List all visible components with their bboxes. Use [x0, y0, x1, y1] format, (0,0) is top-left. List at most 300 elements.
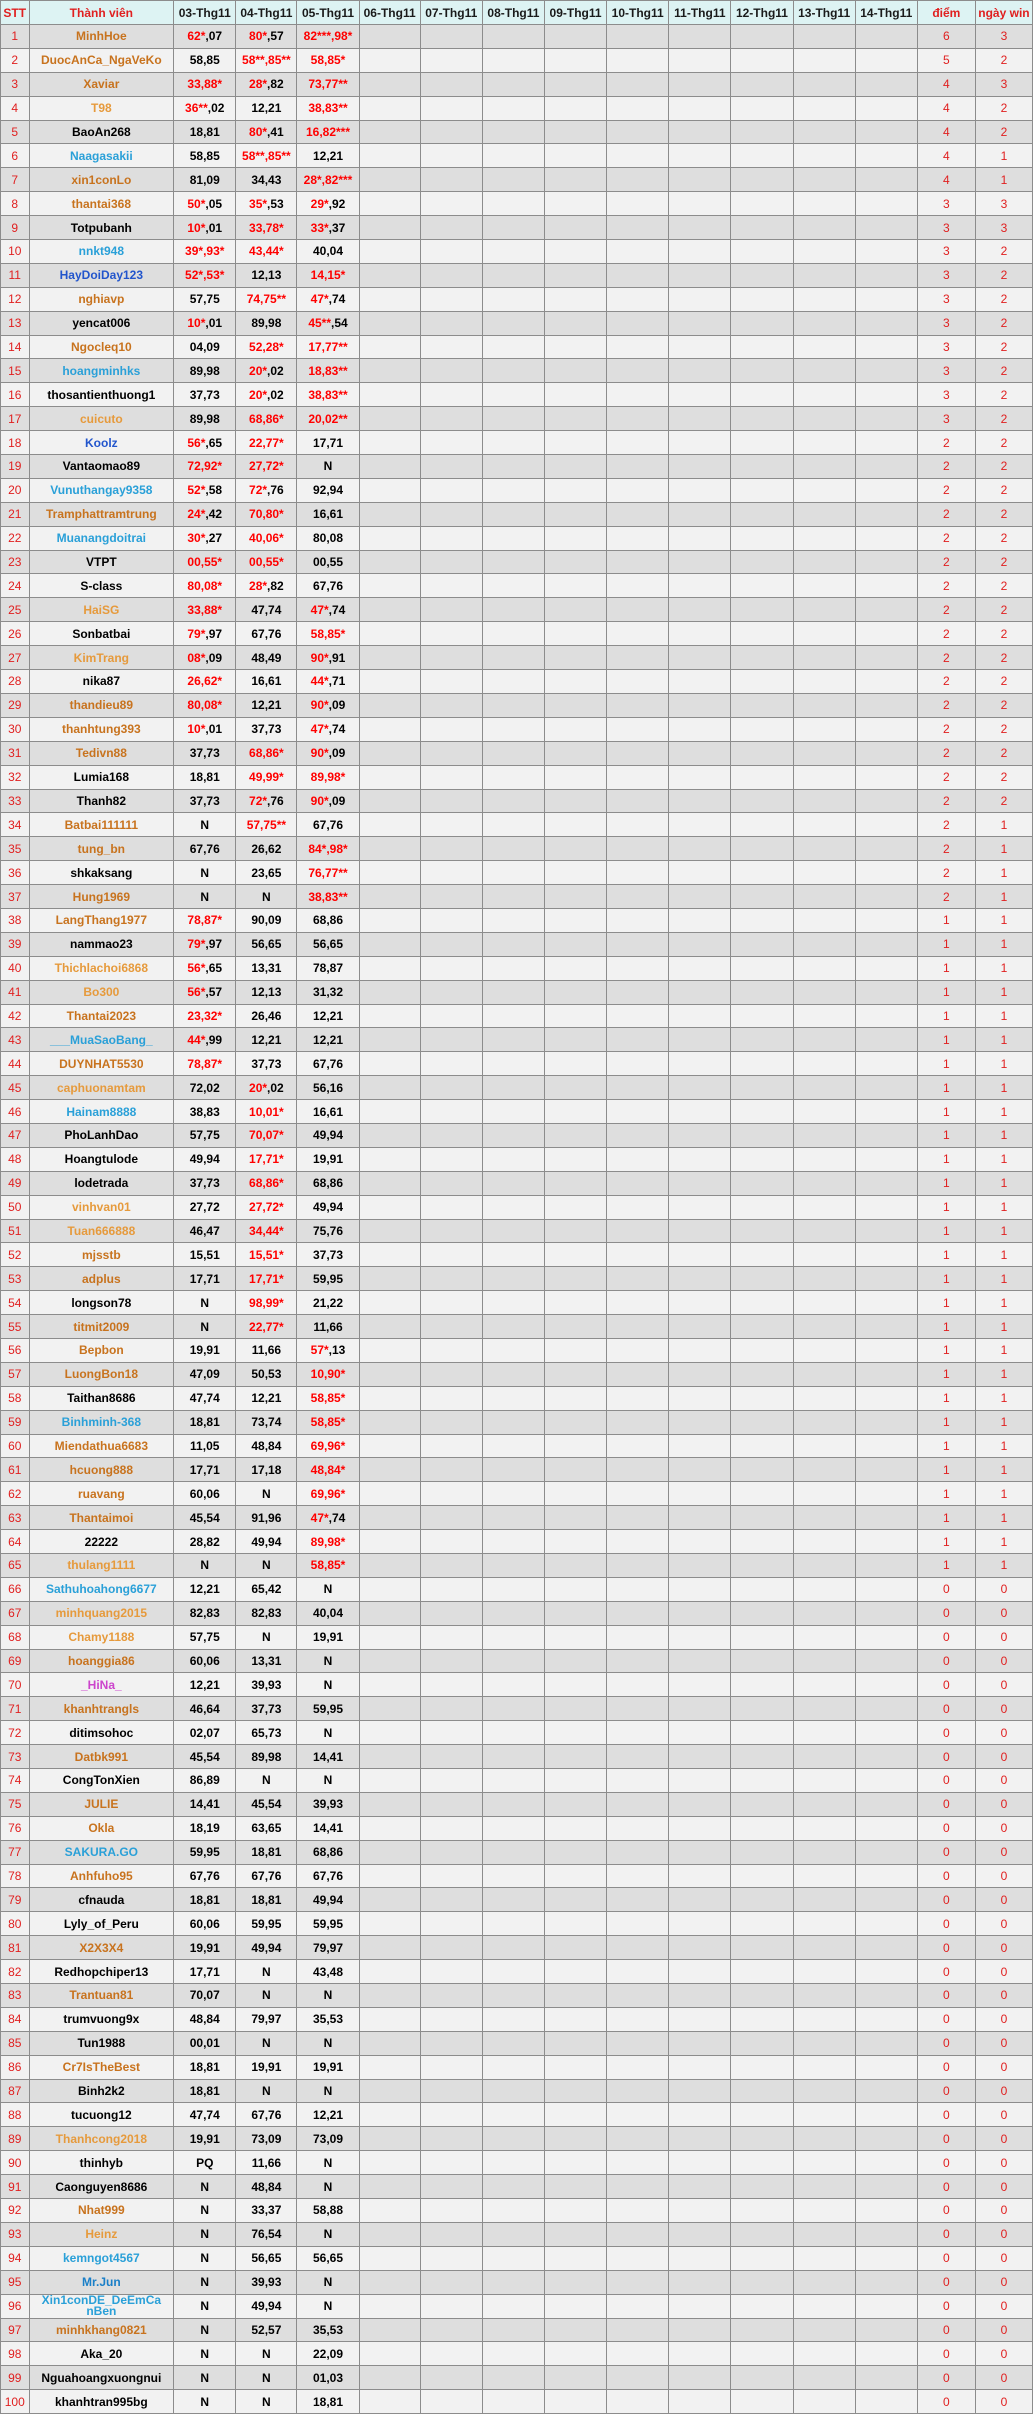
row-points: 0	[917, 2055, 975, 2079]
day-cell-empty	[482, 455, 544, 479]
day-cell	[236, 622, 297, 646]
day-cell-empty	[855, 1984, 917, 2008]
member-name[interactable]: Trantuan81	[29, 1984, 174, 2008]
day-cell	[236, 2294, 297, 2318]
member-name[interactable]: xin1conLo	[29, 168, 174, 192]
day-cell-empty	[544, 431, 606, 455]
day-value: N	[323, 1677, 333, 1692]
member-name[interactable]: ___MuaSaoBang_	[29, 1028, 174, 1052]
day-cell-empty	[669, 2103, 731, 2127]
member-name[interactable]: Taithan8686	[29, 1386, 174, 1410]
member-name[interactable]: nnkt948	[29, 240, 174, 264]
day-cell-empty	[855, 1052, 917, 1076]
member-name[interactable]: Thantai2023	[29, 1004, 174, 1028]
member-name[interactable]: DUYNHAT5530	[29, 1052, 174, 1076]
table-row	[1, 1745, 1033, 1769]
day-cell	[174, 1960, 236, 1984]
row-win-days: 0	[975, 1936, 1032, 1960]
day-miss: ,09	[328, 698, 346, 713]
day-cell-empty	[855, 2127, 917, 2151]
member-name[interactable]: thantai368	[29, 192, 174, 216]
day-value: N	[262, 1630, 271, 1645]
day-cell-empty	[482, 1147, 544, 1171]
day-hit: 17,71*	[249, 1152, 284, 1167]
member-name[interactable]: Bo300	[29, 980, 174, 1004]
row-points: 1	[917, 1147, 975, 1171]
table-row	[1, 2127, 1033, 2151]
day-cell-empty	[793, 287, 855, 311]
member-name[interactable]: Xaviar	[29, 72, 174, 96]
day-cell-empty	[420, 1171, 482, 1195]
day-cell-empty	[731, 478, 793, 502]
member-name[interactable]: nika87	[29, 670, 174, 694]
day-cell	[236, 263, 297, 287]
day-cell	[174, 1315, 236, 1339]
day-cell-empty	[731, 2199, 793, 2223]
member-name[interactable]: Tuan666888	[29, 1219, 174, 1243]
day-cell-empty	[669, 1195, 731, 1219]
day-value: 37,73	[189, 793, 220, 808]
day-cell-empty	[359, 526, 420, 550]
day-cell	[174, 526, 236, 550]
row-win-days: 2	[975, 741, 1032, 765]
day-cell-empty	[731, 120, 793, 144]
table-row	[1, 1171, 1033, 1195]
table-row	[1, 72, 1033, 96]
table-row	[1, 1792, 1033, 1816]
day-cell-empty	[544, 1243, 606, 1267]
member-name[interactable]: Vantaomao89	[29, 455, 174, 479]
day-cell	[236, 1004, 297, 1028]
day-hit: 47*	[310, 602, 329, 617]
member-name[interactable]: Koolz	[29, 431, 174, 455]
member-name[interactable]: HayDoiDay123	[29, 263, 174, 287]
member-name[interactable]: Tedivn88	[29, 741, 174, 765]
row-points: 1	[917, 1315, 975, 1339]
day-cell-empty	[669, 1482, 731, 1506]
day-cell-empty	[669, 1530, 731, 1554]
day-cell-empty	[482, 359, 544, 383]
member-name[interactable]: Thantaimoi	[29, 1506, 174, 1530]
member-name[interactable]: khanhtran995bg	[29, 2390, 174, 2414]
member-name[interactable]: Hainam8888	[29, 1100, 174, 1124]
member-name[interactable]: Thichlachoi6868	[29, 956, 174, 980]
day-cell-empty	[607, 717, 669, 741]
day-cell-empty	[669, 1243, 731, 1267]
day-cell	[297, 1697, 359, 1721]
day-cell-empty	[793, 1936, 855, 1960]
member-name[interactable]: longson78	[29, 1291, 174, 1315]
member-name[interactable]: Hoangtulode	[29, 1147, 174, 1171]
member-name[interactable]: LangThang1977	[29, 908, 174, 932]
member-name[interactable]: tucuong12	[29, 2103, 174, 2127]
member-name[interactable]: minhquang2015	[29, 1601, 174, 1625]
day-cell-empty	[793, 2366, 855, 2390]
member-name[interactable]: vinhvan01	[29, 1195, 174, 1219]
day-cell-empty	[359, 837, 420, 861]
row-points: 1	[917, 980, 975, 1004]
row-stt: 100	[1, 2390, 30, 2414]
day-value: 80,08	[312, 531, 344, 546]
member-name[interactable]: Thanh82	[29, 789, 174, 813]
member-name[interactable]: Ngocleq10	[29, 335, 174, 359]
member-name[interactable]: S-class	[29, 574, 174, 598]
day-cell-empty	[359, 574, 420, 598]
day-cell-empty	[482, 1625, 544, 1649]
day-cell-empty	[482, 1840, 544, 1864]
day-cell	[236, 1482, 297, 1506]
member-name[interactable]: Sathuhoahong6677	[29, 1577, 174, 1601]
day-cell	[174, 263, 236, 287]
day-cell-empty	[669, 1506, 731, 1530]
day-cell-empty	[607, 335, 669, 359]
row-points: 0	[917, 1601, 975, 1625]
day-cell-empty	[544, 120, 606, 144]
member-name[interactable]: HaiSG	[29, 598, 174, 622]
row-stt: 15	[1, 359, 30, 383]
member-name[interactable]: Xin1conDE_DeEmCa nBen	[29, 2294, 174, 2318]
day-cell	[174, 717, 236, 741]
member-name[interactable]: Miendathua6683	[29, 1434, 174, 1458]
day-cell	[174, 1745, 236, 1769]
day-cell-empty	[669, 2246, 731, 2270]
member-name[interactable]: hoanggia86	[29, 1649, 174, 1673]
day-cell-empty	[669, 837, 731, 861]
day-hit: 16,82***	[305, 125, 351, 139]
day-cell	[174, 1792, 236, 1816]
day-cell-empty	[482, 1123, 544, 1147]
member-name[interactable]: PhoLanhDao	[29, 1123, 174, 1147]
day-cell-empty	[544, 1530, 606, 1554]
day-miss: ,74	[328, 1510, 346, 1525]
day-cell-empty	[544, 1888, 606, 1912]
member-name[interactable]: thosantienthuong1	[29, 383, 174, 407]
table-row	[1, 2342, 1033, 2366]
day-miss: ,82	[267, 578, 284, 593]
day-value: 58,85	[189, 53, 220, 68]
day-cell-empty	[731, 2031, 793, 2055]
day-cell-empty	[731, 813, 793, 837]
member-name[interactable]: BaoAn268	[29, 120, 174, 144]
row-win-days: 0	[975, 1984, 1032, 2008]
day-cell	[297, 1840, 359, 1864]
day-cell-empty	[731, 2103, 793, 2127]
row-win-days: 1	[975, 1195, 1032, 1219]
day-cell-empty	[793, 2222, 855, 2246]
day-cell-empty	[359, 2007, 420, 2031]
day-cell-empty	[731, 1028, 793, 1052]
day-cell-empty	[420, 622, 482, 646]
row-win-days: 1	[975, 1076, 1032, 1100]
member-name[interactable]: yencat006	[29, 311, 174, 335]
member-name[interactable]: Heinz	[29, 2222, 174, 2246]
member-name[interactable]: kemngot4567	[29, 2246, 174, 2270]
day-cell-empty	[544, 1147, 606, 1171]
row-stt: 59	[1, 1410, 30, 1434]
day-value: 40,04	[312, 244, 344, 259]
day-cell-empty	[669, 240, 731, 264]
member-name[interactable]: Redhopchiper13	[29, 1960, 174, 1984]
member-name[interactable]: titmit2009	[29, 1315, 174, 1339]
day-cell-empty	[359, 144, 420, 168]
member-name[interactable]: Naagasakii	[29, 144, 174, 168]
member-name[interactable]: ruavang	[29, 1482, 174, 1506]
member-name[interactable]: Vunuthangay9358	[29, 478, 174, 502]
day-cell-empty	[793, 2318, 855, 2342]
row-win-days: 0	[975, 2175, 1032, 2199]
member-name[interactable]: minhkhang0821	[29, 2318, 174, 2342]
day-cell-empty	[793, 1052, 855, 1076]
row-points: 0	[917, 1864, 975, 1888]
day-value: 43,48	[312, 1964, 344, 1979]
day-cell-empty	[793, 1362, 855, 1386]
day-cell-empty	[855, 2366, 917, 2390]
day-cell-empty	[544, 72, 606, 96]
day-cell	[297, 956, 359, 980]
day-cell-empty	[793, 1697, 855, 1721]
member-name[interactable]: VTPT	[29, 550, 174, 574]
day-cell-empty	[607, 1960, 669, 1984]
member-name[interactable]: trumvuong9x	[29, 2007, 174, 2031]
day-cell	[297, 192, 359, 216]
day-cell-empty	[359, 622, 420, 646]
day-hit: 36**	[185, 101, 208, 116]
day-value: 59,95	[312, 1701, 344, 1716]
row-stt: 97	[1, 2318, 30, 2342]
member-name[interactable]: Bepbon	[29, 1338, 174, 1362]
member-name[interactable]: thinhyb	[29, 2151, 174, 2175]
day-cell-empty	[420, 2127, 482, 2151]
day-value: 17,71	[189, 1271, 220, 1286]
member-name[interactable]: Lumia168	[29, 765, 174, 789]
member-name[interactable]: hcuong888	[29, 1458, 174, 1482]
member-name[interactable]: nammao23	[29, 932, 174, 956]
day-value: 26,62	[251, 841, 282, 856]
member-name[interactable]: lodetrada	[29, 1171, 174, 1195]
member-name[interactable]: Lyly_of_Peru	[29, 1912, 174, 1936]
member-name[interactable]: cuicuto	[29, 407, 174, 431]
member-name[interactable]: hoangminhks	[29, 359, 174, 383]
day-cell-empty	[359, 1888, 420, 1912]
day-cell-empty	[855, 2151, 917, 2175]
member-name[interactable]: T98	[29, 96, 174, 120]
day-cell-empty	[482, 574, 544, 598]
member-name[interactable]: Thanhcong2018	[29, 2127, 174, 2151]
row-points: 1	[917, 1506, 975, 1530]
day-hit: 47*	[310, 292, 329, 307]
day-value: 91,96	[251, 1510, 282, 1525]
member-name[interactable]: MinhHoe	[29, 25, 174, 49]
day-cell-empty	[607, 2199, 669, 2223]
member-name[interactable]: Muanangdoitrai	[29, 526, 174, 550]
table-row	[1, 144, 1033, 168]
row-stt: 70	[1, 1673, 30, 1697]
row-win-days: 2	[975, 263, 1032, 287]
day-cell-empty	[544, 192, 606, 216]
member-name[interactable]: mjsstb	[29, 1243, 174, 1267]
day-cell-empty	[669, 1386, 731, 1410]
day-cell-empty	[607, 2103, 669, 2127]
day-hit: 00,55*	[249, 555, 284, 570]
day-cell-empty	[669, 1864, 731, 1888]
day-cell	[174, 2222, 236, 2246]
row-win-days: 1	[975, 1506, 1032, 1530]
day-cell-empty	[607, 1434, 669, 1458]
day-hit: 33,78*	[249, 220, 284, 235]
member-name[interactable]: X2X3X4	[29, 1936, 174, 1960]
day-cell-empty	[855, 2318, 917, 2342]
day-cell-empty	[482, 1745, 544, 1769]
member-name[interactable]: tung_bn	[29, 837, 174, 861]
member-name[interactable]: cfnauda	[29, 1888, 174, 1912]
day-cell-empty	[669, 455, 731, 479]
day-cell-empty	[544, 478, 606, 502]
day-cell-empty	[482, 1912, 544, 1936]
row-stt: 53	[1, 1267, 30, 1291]
row-points: 0	[917, 2199, 975, 2223]
day-cell	[174, 383, 236, 407]
day-cell	[236, 1243, 297, 1267]
day-cell-empty	[482, 431, 544, 455]
day-cell	[297, 1554, 359, 1578]
member-name[interactable]: thanhtung393	[29, 717, 174, 741]
day-cell	[174, 932, 236, 956]
day-cell-empty	[482, 646, 544, 670]
day-cell-empty	[420, 908, 482, 932]
day-miss: ,74	[328, 602, 346, 617]
member-name[interactable]: Anhfuho95	[29, 1864, 174, 1888]
member-name[interactable]: _HiNa_	[29, 1673, 174, 1697]
row-stt: 24	[1, 574, 30, 598]
day-hit: 79*	[187, 626, 206, 641]
table-row	[1, 478, 1033, 502]
member-name[interactable]: Nhat999	[29, 2199, 174, 2223]
table-row	[1, 2199, 1033, 2223]
member-name[interactable]: ditimsohoc	[29, 1721, 174, 1745]
row-stt: 45	[1, 1076, 30, 1100]
day-cell-empty	[420, 1386, 482, 1410]
day-cell-empty	[420, 2390, 482, 2414]
day-cell-empty	[607, 2246, 669, 2270]
member-name[interactable]: Aka_20	[29, 2342, 174, 2366]
member-name[interactable]: Tun1988	[29, 2031, 174, 2055]
day-cell-empty	[359, 885, 420, 909]
table-row	[1, 2007, 1033, 2031]
day-value: 19,91	[189, 1343, 220, 1358]
member-name[interactable]: caphuonamtam	[29, 1076, 174, 1100]
row-points: 4	[917, 72, 975, 96]
day-cell-empty	[855, 335, 917, 359]
member-name[interactable]: SAKURA.GO	[29, 1840, 174, 1864]
day-cell-empty	[855, 144, 917, 168]
member-name[interactable]: Caonguyen8686	[29, 2175, 174, 2199]
row-stt: 35	[1, 837, 30, 861]
member-name[interactable]: adplus	[29, 1267, 174, 1291]
row-win-days: 2	[975, 478, 1032, 502]
day-hit: 72*	[249, 793, 268, 808]
day-cell-empty	[482, 885, 544, 909]
member-name[interactable]: CongTonXien	[29, 1769, 174, 1793]
day-cell-empty	[359, 335, 420, 359]
day-cell-empty	[855, 885, 917, 909]
member-name[interactable]: Binh2k2	[29, 2079, 174, 2103]
member-name[interactable]: JULIE	[29, 1792, 174, 1816]
member-name[interactable]: Batbai111111	[29, 813, 174, 837]
day-cell-empty	[482, 72, 544, 96]
day-miss: ,13	[328, 1343, 346, 1358]
day-cell-empty	[420, 240, 482, 264]
day-value: 11,66	[251, 1343, 282, 1358]
row-points: 2	[917, 455, 975, 479]
member-name[interactable]: khanhtrangls	[29, 1697, 174, 1721]
day-cell-empty	[420, 2222, 482, 2246]
member-name[interactable]: Nguahoangxuongnui	[29, 2366, 174, 2390]
day-value: N	[262, 1486, 271, 1501]
member-name[interactable]: Binhminh-368	[29, 1410, 174, 1434]
day-cell-empty	[855, 1912, 917, 1936]
day-cell-empty	[544, 1028, 606, 1052]
day-cell-empty	[420, 1888, 482, 1912]
member-name[interactable]: Hung1969	[29, 885, 174, 909]
day-cell-empty	[420, 1004, 482, 1028]
member-name[interactable]: LuongBon18	[29, 1362, 174, 1386]
day-cell-empty	[544, 359, 606, 383]
member-name[interactable]: Okla	[29, 1816, 174, 1840]
row-points: 2	[917, 789, 975, 813]
day-cell	[174, 789, 236, 813]
member-name[interactable]: Tramphattramtrung	[29, 502, 174, 526]
table-row	[1, 2079, 1033, 2103]
member-name[interactable]: DuocAnCa_NgaVeKo	[29, 48, 174, 72]
member-name[interactable]: shkaksang	[29, 861, 174, 885]
row-win-days: 2	[975, 96, 1032, 120]
day-hit: 10*	[187, 220, 206, 235]
day-cell	[236, 1171, 297, 1195]
member-name[interactable]: 22222	[29, 1530, 174, 1554]
day-cell-empty	[669, 1960, 731, 1984]
member-name[interactable]: thandieu89	[29, 693, 174, 717]
day-value: 65,73	[251, 1725, 282, 1740]
member-name[interactable]: nghiavp	[29, 287, 174, 311]
row-win-days: 1	[975, 1458, 1032, 1482]
day-cell-empty	[482, 1697, 544, 1721]
day-miss: ,76	[267, 793, 284, 808]
day-cell	[174, 2294, 236, 2318]
day-cell	[174, 2031, 236, 2055]
member-name[interactable]: Chamy1188	[29, 1625, 174, 1649]
day-hit: 57,75**	[246, 817, 287, 832]
day-cell-empty	[482, 1028, 544, 1052]
member-name[interactable]: Sonbatbai	[29, 622, 174, 646]
day-cell	[236, 526, 297, 550]
day-cell	[236, 1816, 297, 1840]
day-cell	[236, 455, 297, 479]
member-name[interactable]: Mr.Jun	[29, 2270, 174, 2294]
day-cell-empty	[544, 1960, 606, 1984]
day-cell-empty	[607, 1625, 669, 1649]
member-name[interactable]: Totpubanh	[29, 216, 174, 240]
day-miss: ,05	[205, 196, 223, 211]
member-name[interactable]: Datbk991	[29, 1745, 174, 1769]
row-points: 3	[917, 216, 975, 240]
row-points: 0	[917, 1649, 975, 1673]
day-cell	[174, 335, 236, 359]
member-name[interactable]: thulang1111	[29, 1554, 174, 1578]
member-name[interactable]: Cr7IsTheBest	[29, 2055, 174, 2079]
member-name[interactable]: KimTrang	[29, 646, 174, 670]
row-stt: 21	[1, 502, 30, 526]
day-cell	[174, 1291, 236, 1315]
